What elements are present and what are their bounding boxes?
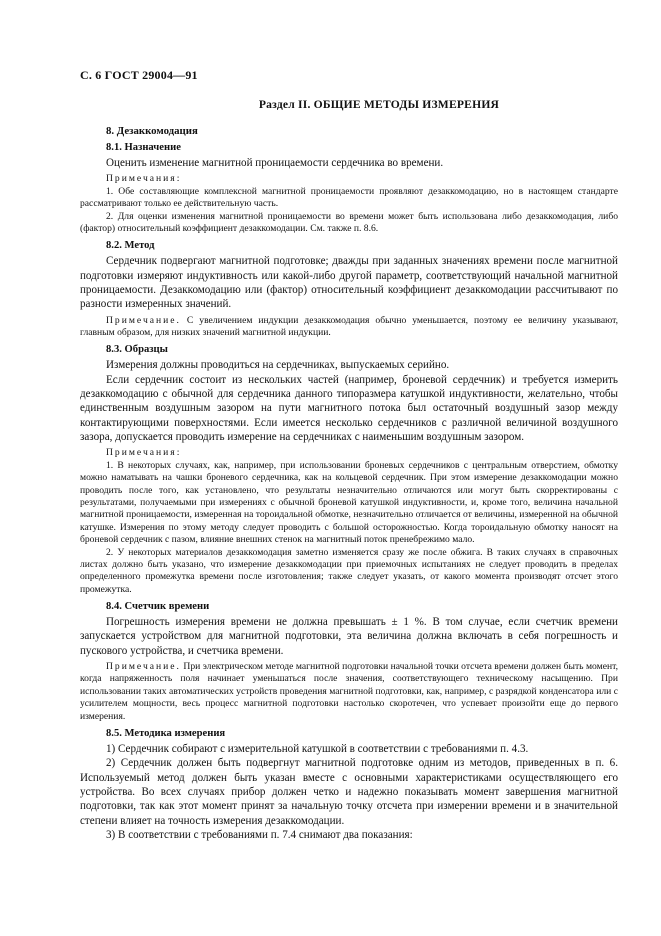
- note-8-3-2: 2. У некоторых материалов дезаккомодация заметно изменяется сразу же после обжига. В таких случаях в справочных листах должно быть указано, что измерение дезаккомодации при приемочных испытаниях не следует проводить в пределах определенного промежутка времени после изготовления; также следует указать, от какого момента производят отсчет этого промежутка.: [80, 546, 618, 595]
- list-item-8-5-2: 2) Сердечник должен быть подвергнут магнитной подготовке одним из методов, приведенных в п. 6. Используемый метод должен быть указан вместе с основными характеристиками осуществляющего его устройства. Во всех случаях прибор должен четко и надежно показывать момент завершения магнитной подготовки, так как этот момент принят за начальную точку отсчета при измерении времени и в значительной степени влияет на точность измерения дезаккомодации.: [80, 757, 618, 827]
- note-8-1-1: 1. Обе составляющие комплексной магнитной проницаемости проявляют дезаккомодацию, но в настоящем стандарте рассматривают только ее действительную часть.: [80, 185, 618, 210]
- note-8-4: [80, 661, 618, 723]
- list-item-8-5-1: 1) Сердечник собирают с измерительной катушкой в соответствии с требованиями п. 4.3.: [106, 743, 529, 756]
- paragraph-8-4: Погрешность измерения времени не должна превышать ± 1 %. В том случае, если счетчик времени запускается устройством для магнитной подготовки, эта величина должна включать в себя погрешность и пускового устройства, и счетчика времени.: [80, 616, 618, 657]
- note-8-1-2: 2. Для оценки изменения магнитной проницаемости во времени может быть использована либо дезаккомодация, либо (фактор) относительный коэффициент дезаккомодации. См. также п. 8.6.: [80, 210, 618, 235]
- notes-label-8-1: Примечания:: [106, 173, 182, 185]
- list-item-8-5-3: 3) В соответствии с требованиями п. 7.4 снимают два показания:: [106, 828, 413, 841]
- heading-8: 8. Дезаккомодация: [106, 125, 198, 137]
- paragraph-8-3-2: Если сердечник состоит из нескольких частей (например, броневой сердечник) и требуется измерить дезаккомодацию с обычной для сердечника данного типоразмера катушкой индуктивности, желательно, чтобы единственным воздушным зазором на пути магнитного потока был остаточный воздушный зазор между контактирующими поверхностями. Если имеется несколько сердечников с различной величиной воздушного зазора, допускается проводить измерение на сердечниках с наименьшим воздушным зазором.: [80, 373, 618, 443]
- document-body: [80, 98, 618, 842]
- note-text-8-4: При электрическом методе магнитной подготовки начальной точки отсчета времени должен быть момент, когда напряженность поля начинает уменьшаться после значения, соответствующего техническому насыщению. При использовании таких автоматических устройств проведения магнитной подготовки, как, например, с разрядкой конденсатора или с усилителем мощности, весь процесс магнитной подготовки настолько скоротечен, что успевает произойти еще до первого измерения.: [80, 661, 618, 722]
- notes-label-8-3: Примечания:: [106, 447, 182, 459]
- paragraph-8-1: Оценить изменение магнитной проницаемости сердечника во времени.: [106, 157, 444, 169]
- note-text-8-2: С увеличением индукции дезаккомодация обычно уменьшается, поэтому ее величину указывают, главным образом, для низких значений магнитной индукции.: [80, 314, 618, 339]
- note-label-8-2: Примечание.: [106, 314, 181, 326]
- note-label-8-4: Примечание.: [106, 661, 181, 673]
- paragraph-8-3-1: Измерения должны проводиться на сердечниках, выпускаемых серийно.: [106, 359, 450, 372]
- section-title: Раздел II. ОБЩИЕ МЕТОДЫ ИЗМЕРЕНИЯ: [258, 98, 500, 111]
- heading-8-1: 8.1. Назначение: [106, 142, 181, 153]
- page-header: С. 6 ГОСТ 29004—91: [80, 68, 198, 82]
- heading-8-2: 8.2. Метод: [106, 240, 155, 252]
- note-8-3-1: 1. В некоторых случаях, как, например, при использовании броневых сердечников с центральным отверстием, обмотку можно наматывать на чашки броневого сердечника, как на кольцевой сердечник. При этом измерение дезаккомодации можно проводить после того, как установлено, что результаты незначительно отличаются или могут быть скорректированы с результатами, получаемыми при измерениях с обычной броневой катушкой индуктивности, и, кроме того, величина начальной магнитной проницаемости, измеренная на тороидальной обмотке, незначительно отличается от величины, измеренной на обычной катушке. Измерения по этому методу следует проводить с большой осторожностью. Когда тороидальную обмотку наносят на броневой сердечник с пазом, влияние внешних стенок на магнитный поток пренебрежимо мало.: [80, 459, 618, 546]
- heading-8-3: 8.3. Образцы: [106, 344, 168, 356]
- heading-8-4: 8.4. Счетчик времени: [106, 601, 210, 613]
- note-8-2: [80, 315, 618, 340]
- heading-8-5: 8.5. Методика измерения: [106, 728, 226, 740]
- paragraph-8-2: Сердечник подвергают магнитной подготовке; дважды при заданных значениях времени после магнитной подготовки измеряют индуктивность или какой-либо другой параметр, соответствующий начальной магнитной проницаемости. Дезаккомодацию или (фактор) относительный коэффициент дезаккомодации рассчитывают по разности измеренных значений.: [80, 255, 618, 311]
